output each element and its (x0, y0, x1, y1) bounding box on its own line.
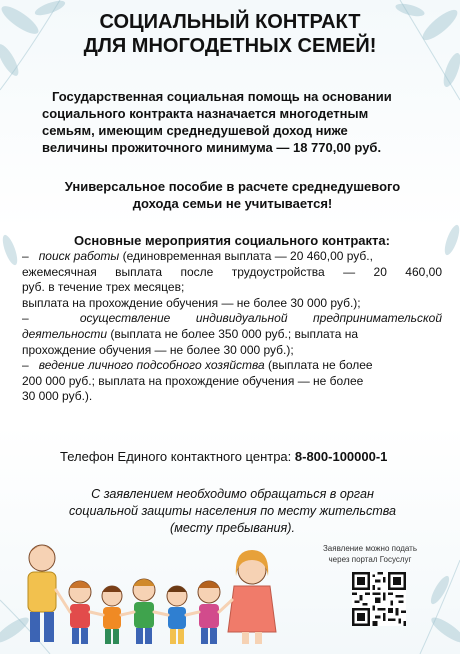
portal-note (300, 543, 440, 565)
business-label-2: деятельности (22, 326, 108, 341)
measures-heading: Основные мероприятия социального контракта: (74, 233, 390, 248)
farming-line-1 (22, 358, 442, 374)
business-line-3: прохождение обучения — не более 30 000 руб.); (22, 342, 294, 357)
contact-line (60, 448, 387, 465)
family-illustration (20, 520, 310, 650)
intro-line-1: Государственная социальная помощь на основании (52, 89, 392, 104)
job-search-line-2: ежемесячная выплата после трудоустройства — 20 460,00 (22, 264, 442, 279)
farming-line-3: 30 000 руб.). (22, 389, 93, 404)
apply-line-1: С заявлением необходимо обращаться в орган (91, 487, 374, 501)
measures-section (22, 232, 442, 405)
farming-label: ведение личного подсобного хозяйства (38, 358, 265, 373)
contact-label: Телефон Единого контактного центра: (60, 449, 295, 464)
mother-figure (228, 550, 276, 644)
child-3 (133, 579, 155, 644)
child-2 (102, 586, 122, 644)
list-dash: – (22, 249, 29, 263)
job-search-line-1 (22, 249, 442, 265)
business-text-2: (выплата не более 350 000 руб.; выплата на (107, 326, 359, 341)
business-line-1 (22, 311, 442, 327)
apply-line-3: (месту пребывания). (170, 521, 295, 535)
list-dash: – (22, 311, 29, 326)
job-search-label: поиск работы (38, 249, 120, 263)
contact-phone[interactable]: 8-800-100000-1 (294, 449, 388, 464)
business-line-2 (22, 327, 442, 343)
portal-note-line-2: через портал Госуслуг (328, 555, 412, 564)
title-line-1: СОЦИАЛЬНЫЙ КОНТРАКТ (99, 11, 361, 33)
intro-line-3: семьям, имеющим среднедушевой доход ниже (42, 123, 348, 138)
child-4 (167, 586, 187, 644)
qr-code-icon[interactable] (352, 572, 406, 626)
intro-line-4: величины прожиточного минимума — 18 770,00 руб. (42, 140, 382, 155)
portal-note-line-1: Заявление можно подать (322, 544, 418, 553)
farming-text-1: (выплата не более (264, 358, 373, 373)
benefit-note (50, 178, 415, 212)
title-line-2: ДЛЯ МНОГОДЕТНЫХ СЕМЕЙ! (83, 35, 377, 57)
apply-line-2: социальной защиты населения по месту жительства (68, 504, 397, 518)
intro-line-2: социального контракта назначается многодетным (42, 106, 369, 121)
child-5 (198, 581, 220, 644)
farming-line-2: 200 000 руб.; выплата на прохождение обучения — не более (22, 373, 364, 388)
child-1 (69, 581, 91, 644)
benefit-note-line-2: дохода семьи не учитывается! (132, 196, 333, 211)
job-search-line-3: руб. в течение трех месяцев; (22, 280, 185, 295)
business-label-1: осуществление индивидуальной предпринимательской (79, 311, 442, 326)
father-figure (28, 545, 56, 642)
job-search-line-4: выплата на прохождение обучения — не более 30 000 руб.); (22, 295, 361, 310)
list-dash: – (22, 358, 29, 373)
benefit-note-line-1: Универсальное пособие в расчете среднедушевого (64, 179, 401, 194)
intro-paragraph (42, 88, 422, 156)
job-search-text-1: (единовременная выплата — 20 460,00 руб., (119, 249, 373, 263)
page-title (0, 10, 460, 58)
